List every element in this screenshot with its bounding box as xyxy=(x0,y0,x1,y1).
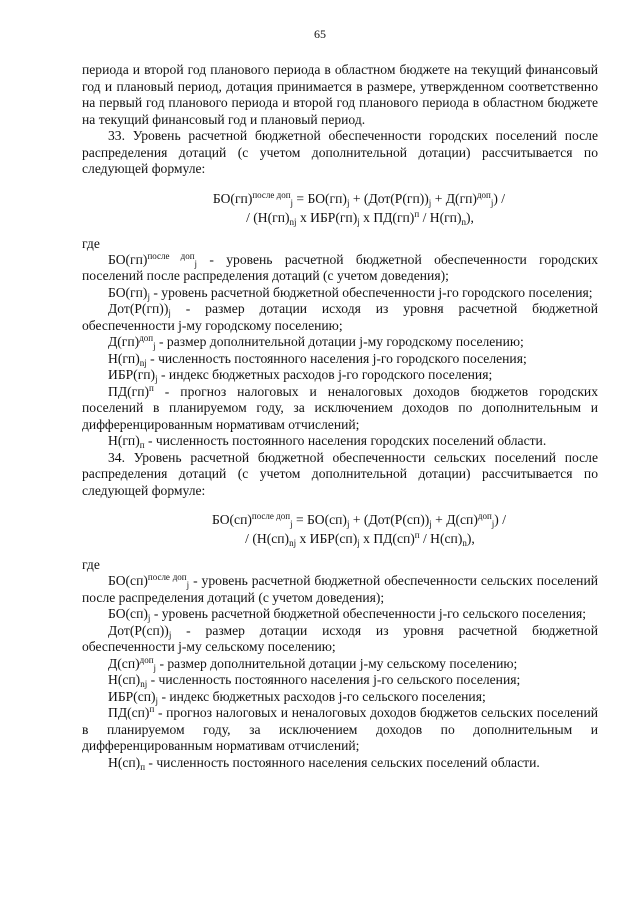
formula-33-line2: / ($Н(гп)_{nj}$ х $ИБР(гп)_j$ х $ПД(гп)^п / Н(гп)_n$), xyxy=(246,208,474,227)
section-34-paragraph: 34. Уровень расчетной бюджетной обеспеченности сельских поселений после распределения дотаций (с учетом дополнительной дотации) рассчитывается по следующей формуле: xyxy=(82,449,598,498)
where-label-34: где xyxy=(82,557,100,572)
definition-item: Д(сп)$^{доп}_j$ - размер дополнительной дотации j-му сельскому поселению; xyxy=(108,654,518,673)
formula-34-line1: $БО(сп)^{после доп}_j = БО(сп)_j + (Дот(Р(сп))_j + Д(сп)^{доп}_j)$ / xyxy=(211,511,506,529)
definition-item: $БО(сп)_j$ - уровень расчетной бюджетной обеспеченности j-го сельского поселения; xyxy=(108,606,587,623)
where-label-33: где xyxy=(82,235,100,251)
definition-item: $Дот(Р(сп))_j$ - размер дотации исходя из уровня расчетной бюджетной обеспеченности j-му сельскому поселению; xyxy=(82,622,598,654)
definition-item: $ИБР(гп)_j$ - индекс бюджетных расходов j-го городского поселения; xyxy=(108,367,493,384)
page-number: 65 xyxy=(314,27,326,41)
definition-item: $ИБР(сп)_j$ - индекс бюджетных расходов j-го сельского поселения; xyxy=(108,688,486,706)
definitions-34 xyxy=(82,573,598,771)
document-body xyxy=(82,62,598,771)
definition-item: БО(гп)$^{после доп}_j$ - уровень расчетной бюджетной обеспеченности городских поселений после распределения дотаций (с учетом доведения); xyxy=(82,250,598,283)
definition-item: $Н(гп)_{nj}$ - численность постоянного населения j-го городского поселения; xyxy=(108,350,527,368)
intro-paragraph: периода и второй год планового периода в областном бюджете на текущий финансовый год и плановый период, дотация принимается в размере, утвержденном соответственно на первый год планового периода и второй год планового периода в областном бюджете на текущий финансовый год и плановый период. xyxy=(82,62,598,127)
definition-item: $Н(сп)_п$ - численность постоянного населения сельских поселений области. xyxy=(108,754,540,772)
definition-item: $Дот(Р(гп))_j$ - размер дотации исходя из уровня расчетной бюджетной обеспеченности j-му городскому поселению; xyxy=(82,301,598,333)
definition-item: ПД(гп)$^п$ - прогноз налоговых и неналоговых доходов бюджетов городских поселений в планируемом году, за исключением доходов по дополнительным и дифференцированным нормативам отчислений; xyxy=(82,382,598,432)
definition-item: $Н(гп)_п$ - численность постоянного населения городских поселений области. xyxy=(108,433,547,450)
definition-item: БО(сп)$^{после доп}_j$ - уровень расчетной бюджетной обеспеченности сельских поселений после распределения дотаций (с учетом доведения); xyxy=(82,572,598,605)
definition-item: ПД(сп)$^п$ - прогноз налоговых и неналоговых доходов бюджетов сельских поселений в планируемом году, за исключением доходов по дополнительным и дифференцированным нормативам отчислений; xyxy=(82,704,598,753)
definitions-33 xyxy=(82,252,598,450)
definition-item: Д(гп)$^{доп}_j$ - размер дополнительной дотации j-му городскому поселению; xyxy=(108,333,524,351)
formula-34-line2: / ($Н(сп)_{nj}$ х $ИБР(сп)_j$ х $ПД(сп)^п / Н(сп)_n$), xyxy=(245,530,475,548)
definition-item: $БО(гп)_j$ - уровень расчетной бюджетной обеспеченности j-го городского поселения; xyxy=(108,284,593,302)
formula-33-line1: $БО(гп)^{после доп}_j = БО(гп)_j + (Дот(Р(гп))_j + Д(гп)^{доп}_j)$ / xyxy=(212,189,506,208)
section-33-paragraph: 33. Уровень расчетной бюджетной обеспеченности городских поселений после распределения дотаций (с учетом дополнительной дотации) рассчитывается по следующей формуле: xyxy=(82,128,598,176)
definition-item: $Н(сп)_{nj}$ - численность постоянного населения j-го сельского поселения; xyxy=(108,672,521,689)
